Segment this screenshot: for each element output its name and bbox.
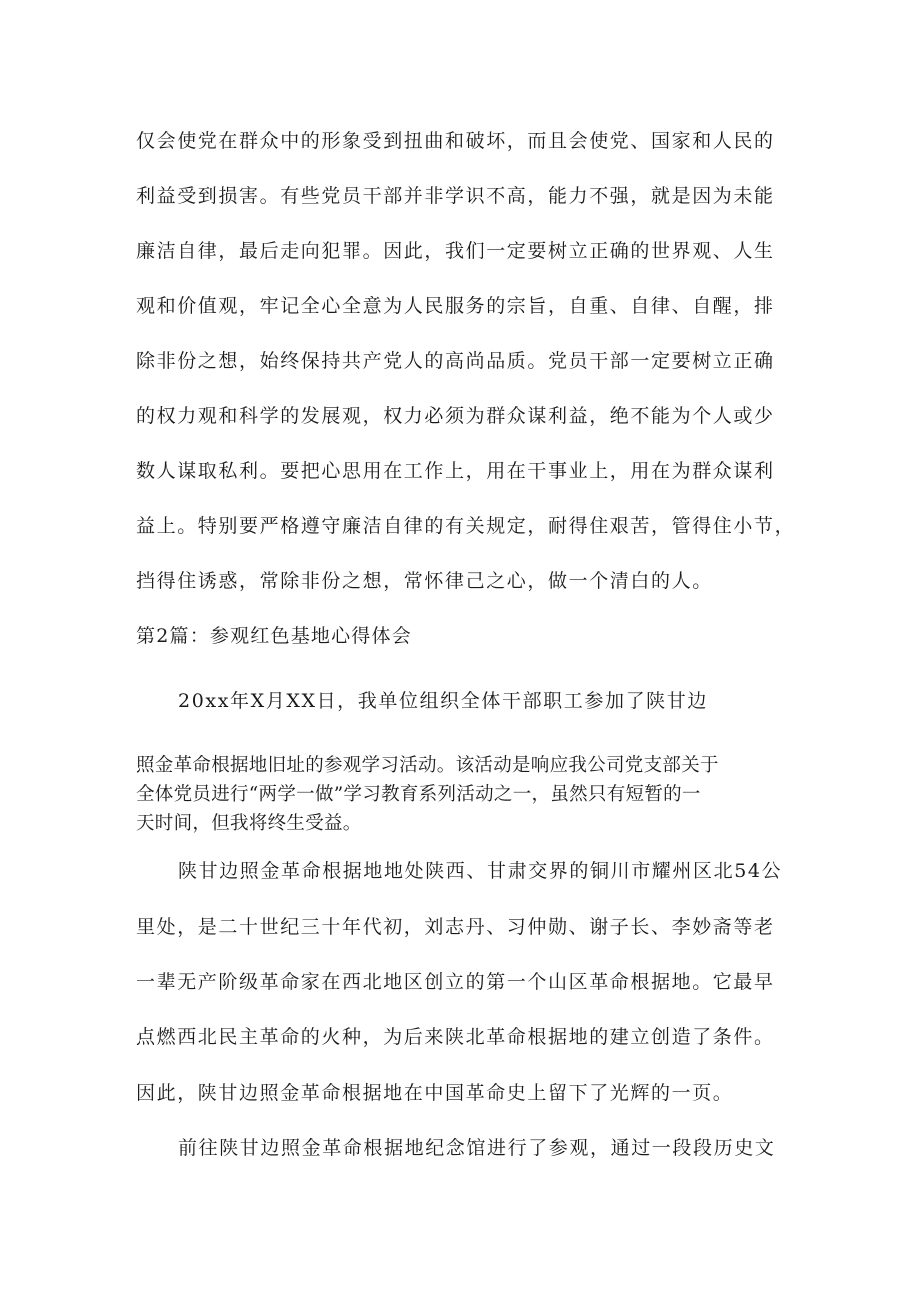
body-line: 观和价值观，牢记全心全意为人民服务的宗旨，自重、自律、自醒，排 [136, 295, 775, 317]
body-line: 20xx年X月XX日，我单位组织全体干部职工参加了陕甘边 [178, 690, 708, 712]
body-line: 照金革命根据地旧址的参观学习活动。该活动是响应我公司党支部关于 [136, 755, 719, 776]
body-line: 陕甘边照金革命根据地地处陕西、甘肃交界的铜川市耀州区北54公 [178, 860, 783, 882]
body-line: 益上。特别要严格遵守廉洁自律的有关规定，耐得住艰苦，管得住小节， [136, 515, 796, 537]
body-line: 利益受到损害。有些党员干部并非学识不高，能力不强，就是因为未能 [136, 185, 775, 207]
body-line: 一辈无产阶级革命家在西北地区创立的第一个山区革命根据地。它最早 [136, 971, 775, 993]
section-heading: 第2篇：参观红色基地心得体会 [136, 625, 412, 647]
body-line: 的权力观和科学的发展观，权力必须为群众谋利益，绝不能为个人或少 [136, 405, 775, 427]
body-line: 因此，陕甘边照金革命根据地在中国革命史上留下了光辉的一页。 [136, 1082, 734, 1104]
body-line: 除非份之想，始终保持共产党人的高尚品质。党员干部一定要树立正确 [136, 350, 775, 372]
body-line: 里处，是二十世纪三十年代初，刘志丹、习仲勋、谢子长、李妙斋等老 [136, 916, 775, 938]
body-line: 廉洁自律，最后走向犯罪。因此，我们一定要树立正确的世界观、人生 [136, 240, 775, 262]
body-line: 天时间，但我将终生受益。 [136, 813, 362, 834]
body-line: 挡得住诱惑，常除非份之想，常怀律己之心，做一个清白的人。 [136, 570, 713, 592]
body-line: 前往陕甘边照金革命根据地纪念馆进行了参观，通过一段段历史文 [178, 1137, 776, 1159]
body-line: 全体党员进行“两学一做”学习教育系列活动之一，虽然只有短暂的一 [136, 784, 701, 805]
body-line: 仅会使党在群众中的形象受到扭曲和破坏，而且会使党、国家和人民的 [136, 130, 775, 152]
body-line: 点燃西北民主革命的火种，为后来陕北革命根据地的建立创造了条件。 [136, 1026, 775, 1048]
body-line: 数人谋取私利。要把心思用在工作上，用在干事业上，用在为群众谋利 [136, 460, 775, 482]
